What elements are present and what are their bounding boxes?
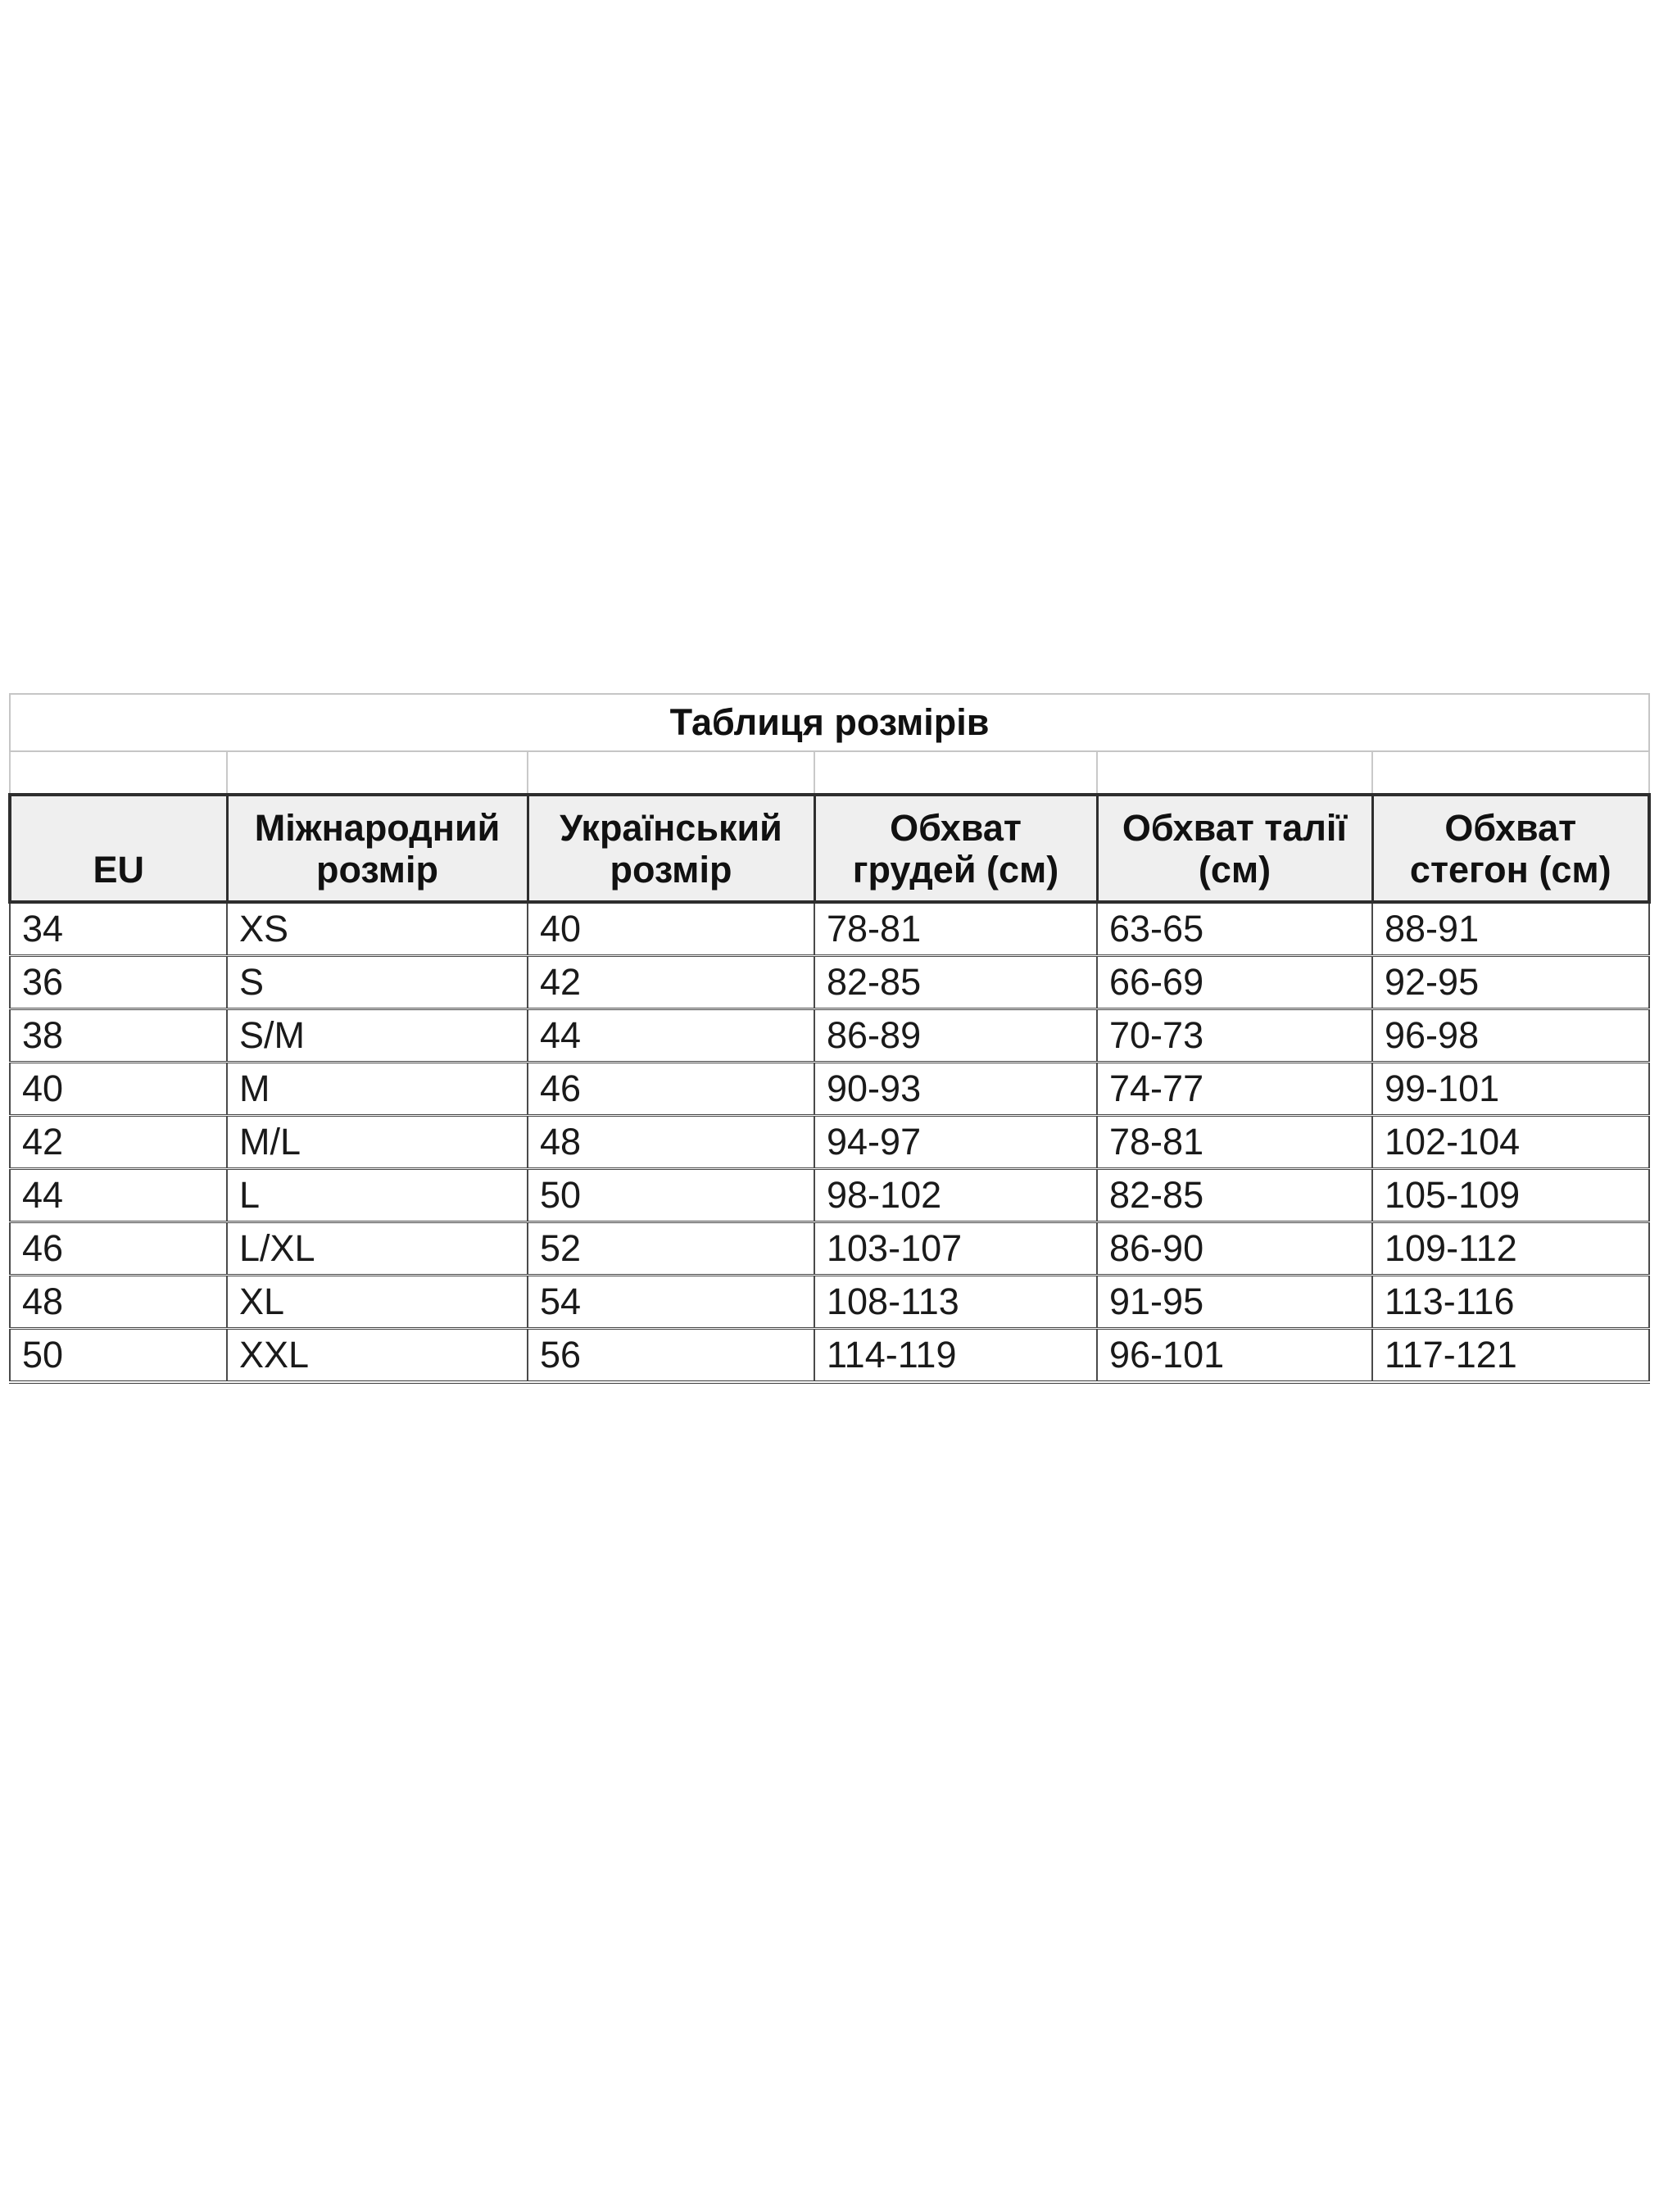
cell-chest: 94-97 [814,1116,1097,1169]
cell-international-size: S/M [227,1009,528,1063]
column-header-label-line2: розмір [610,849,732,891]
table-row [10,1169,1649,1222]
column-header-label-line1: Обхват [890,807,1022,849]
cell-ukrainian-size: 50 [528,1169,814,1222]
cell-chest: 108-113 [814,1276,1097,1329]
cell-ukrainian-size: 42 [528,956,814,1009]
cell-eu: 38 [10,1009,227,1063]
column-header-international-size [227,795,528,902]
table-row [10,1009,1649,1063]
table-row [10,902,1649,956]
column-header-hips [1372,795,1649,902]
cell-waist: 78-81 [1097,1116,1372,1169]
column-header-label-line2: (см) [1198,849,1271,891]
cell-hips: 109-112 [1372,1222,1649,1276]
cell-waist: 96-101 [1097,1329,1372,1383]
spacer-cell [1097,751,1372,795]
cell-international-size: L [227,1169,528,1222]
cell-eu: 46 [10,1222,227,1276]
cell-international-size: XL [227,1276,528,1329]
column-header-label-line1: Обхват [1444,807,1577,849]
cell-hips: 102-104 [1372,1116,1649,1169]
cell-eu: 48 [10,1276,227,1329]
table-row [10,1116,1649,1169]
spacer-cell [227,751,528,795]
cell-chest: 103-107 [814,1222,1097,1276]
cell-ukrainian-size: 52 [528,1222,814,1276]
cell-hips: 105-109 [1372,1169,1649,1222]
cell-chest: 98-102 [814,1169,1097,1222]
cell-chest: 78-81 [814,902,1097,956]
spacer-cell [814,751,1097,795]
cell-hips: 117-121 [1372,1329,1649,1383]
cell-hips: 92-95 [1372,956,1649,1009]
cell-chest: 82-85 [814,956,1097,1009]
cell-eu: 44 [10,1169,227,1222]
size-table [8,693,1651,1384]
cell-chest: 86-89 [814,1009,1097,1063]
cell-eu: 36 [10,956,227,1009]
table-row [10,956,1649,1009]
table-title-row [10,694,1649,751]
cell-international-size: M/L [227,1116,528,1169]
cell-ukrainian-size: 46 [528,1063,814,1116]
cell-waist: 74-77 [1097,1063,1372,1116]
cell-eu: 42 [10,1116,227,1169]
cell-international-size: M [227,1063,528,1116]
cell-waist: 66-69 [1097,956,1372,1009]
column-header-chest [814,795,1097,902]
column-header-ukrainian-size [528,795,814,902]
cell-eu: 50 [10,1329,227,1383]
spacer-cell [10,751,227,795]
spacer-row [10,751,1649,795]
cell-hips: 88-91 [1372,902,1649,956]
cell-waist: 63-65 [1097,902,1372,956]
table-row [10,1063,1649,1116]
spacer-cell [1372,751,1649,795]
cell-chest: 114-119 [814,1329,1097,1383]
cell-ukrainian-size: 54 [528,1276,814,1329]
column-header-label-line2: грудей (см) [852,849,1059,891]
cell-ukrainian-size: 44 [528,1009,814,1063]
cell-hips: 96-98 [1372,1009,1649,1063]
cell-waist: 70-73 [1097,1009,1372,1063]
table-title: Таблиця розмірів [10,694,1649,751]
spacer-cell [528,751,814,795]
column-header-eu [10,795,227,902]
cell-eu: 40 [10,1063,227,1116]
column-header-label-line1: Обхват талії [1122,807,1348,849]
column-header-waist [1097,795,1372,902]
cell-chest: 90-93 [814,1063,1097,1116]
cell-international-size: XXL [227,1329,528,1383]
column-header-label-line2: розмір [316,849,438,891]
cell-hips: 99-101 [1372,1063,1649,1116]
table-row [10,1222,1649,1276]
cell-international-size: XS [227,902,528,956]
column-header-label: EU [93,849,144,891]
cell-international-size: S [227,956,528,1009]
table-row [10,1329,1649,1383]
table-row [10,1276,1649,1329]
column-header-label-line1: Український [560,807,782,849]
cell-ukrainian-size: 40 [528,902,814,956]
column-header-label-line2: стегон (см) [1409,849,1611,891]
cell-waist: 86-90 [1097,1222,1372,1276]
cell-eu: 34 [10,902,227,956]
cell-ukrainian-size: 48 [528,1116,814,1169]
cell-ukrainian-size: 56 [528,1329,814,1383]
cell-waist: 82-85 [1097,1169,1372,1222]
cell-international-size: L/XL [227,1222,528,1276]
header-row [10,795,1649,902]
column-header-label-line1: Міжнародний [254,807,501,849]
cell-waist: 91-95 [1097,1276,1372,1329]
cell-hips: 113-116 [1372,1276,1649,1329]
